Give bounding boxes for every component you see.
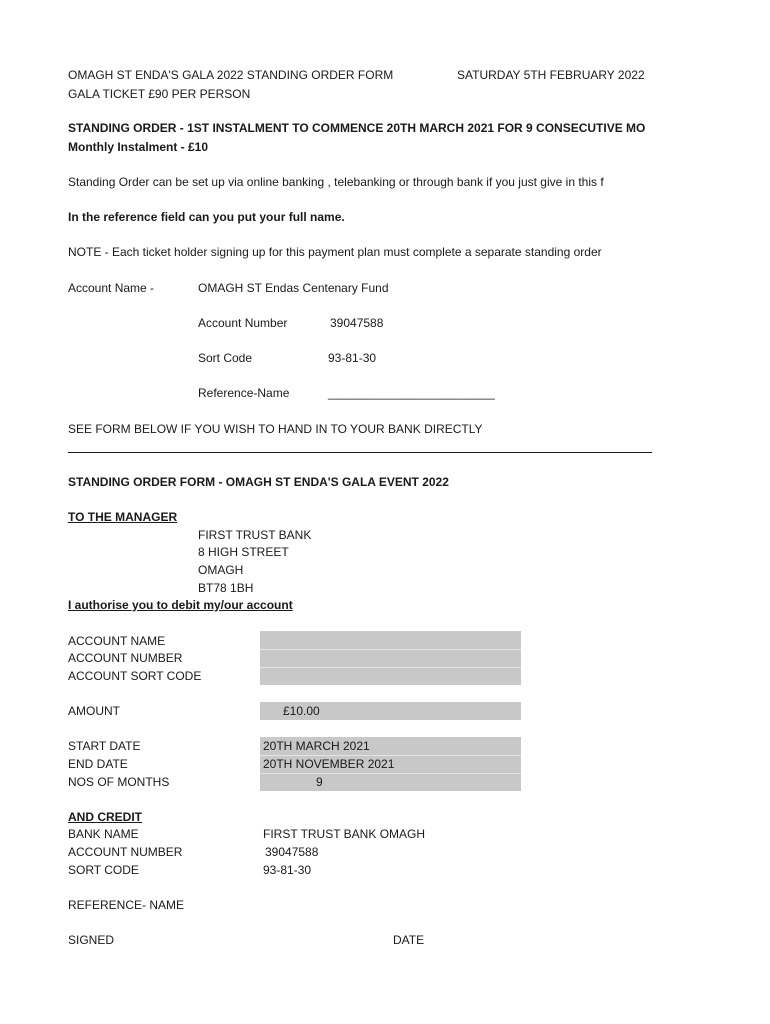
account-name-label: Account Name - <box>68 281 155 295</box>
ticket-price: GALA TICKET £90 PER PERSON <box>68 87 251 101</box>
date-label: DATE <box>393 933 425 947</box>
cell-divider <box>260 649 521 650</box>
amount-label: AMOUNT <box>68 704 120 718</box>
cell-divider <box>260 667 521 668</box>
holder-note: NOTE - Each ticket holder signing up for this payment plan must complete a separate standing order <box>68 245 602 259</box>
end-date-label: END DATE <box>68 757 128 771</box>
instalment-heading: STANDING ORDER - 1ST INSTALMENT TO COMMENCE 20TH MARCH 2021 FOR 9 CONSECUTIVE MO <box>68 121 646 135</box>
credit-sort-code-value: 93-81-30 <box>263 863 312 877</box>
form-title: OMAGH ST ENDA'S GALA 2022 STANDING ORDER FORM <box>68 68 394 82</box>
to-manager-heading: TO THE MANAGER <box>68 510 178 524</box>
debit-account-fields-box <box>260 631 521 685</box>
signed-label: SIGNED <box>68 933 115 947</box>
debit-sort-code-label: ACCOUNT SORT CODE <box>68 669 202 683</box>
bank-address-line: OMAGH <box>198 563 244 577</box>
start-date-label: START DATE <box>68 739 141 753</box>
setup-note: Standing Order can be set up via online banking , telebanking or through bank if you just give in this f <box>68 175 604 189</box>
and-credit-heading: AND CREDIT <box>68 810 142 824</box>
standing-order-form-title: STANDING ORDER FORM - OMAGH ST ENDA'S GALA EVENT 2022 <box>68 475 449 489</box>
credit-account-number-value: 39047588 <box>265 845 319 859</box>
account-number-value: 39047588 <box>330 316 384 330</box>
sort-code-value: 93-81-30 <box>328 351 377 365</box>
start-date-value: 20TH MARCH 2021 <box>263 739 370 753</box>
account-name-value: OMAGH ST Endas Centenary Fund <box>198 281 389 295</box>
credit-sort-code-label: SORT CODE <box>68 863 139 877</box>
account-number-label: Account Number <box>198 316 288 330</box>
debit-account-name-label: ACCOUNT NAME <box>68 634 166 648</box>
divider-note: SEE FORM BELOW IF YOU WISH TO HAND IN TO YOUR BANK DIRECTLY <box>68 422 483 436</box>
months-label: NOS OF MONTHS <box>68 775 170 789</box>
monthly-instalment: Monthly Instalment - £10 <box>68 140 209 154</box>
months-value: 9 <box>316 775 323 789</box>
reference-blank: _________________________ <box>328 386 495 400</box>
cell-divider <box>260 773 521 774</box>
authorise-heading: I authorise you to debit my/our account <box>68 598 293 612</box>
amount-value: £10.00 <box>283 704 320 718</box>
reference-note: In the reference field can you put your full name. <box>68 210 345 224</box>
end-date-value: 20TH NOVEMBER 2021 <box>263 757 395 771</box>
bank-address-line: FIRST TRUST BANK <box>198 528 312 542</box>
reference-label: Reference-Name <box>198 386 290 400</box>
bank-address-line: BT78 1BH <box>198 581 254 595</box>
credit-account-number-label: ACCOUNT NUMBER <box>68 845 183 859</box>
bank-address-line: 8 HIGH STREET <box>198 545 289 559</box>
event-date: SATURDAY 5TH FEBRUARY 2022 <box>457 68 645 82</box>
bank-name-value: FIRST TRUST BANK OMAGH <box>263 827 426 841</box>
reference-name-label: REFERENCE- NAME <box>68 898 185 912</box>
sort-code-label: Sort Code <box>198 351 253 365</box>
cut-line <box>68 452 652 453</box>
bank-name-label: BANK NAME <box>68 827 139 841</box>
debit-account-number-label: ACCOUNT NUMBER <box>68 651 183 665</box>
